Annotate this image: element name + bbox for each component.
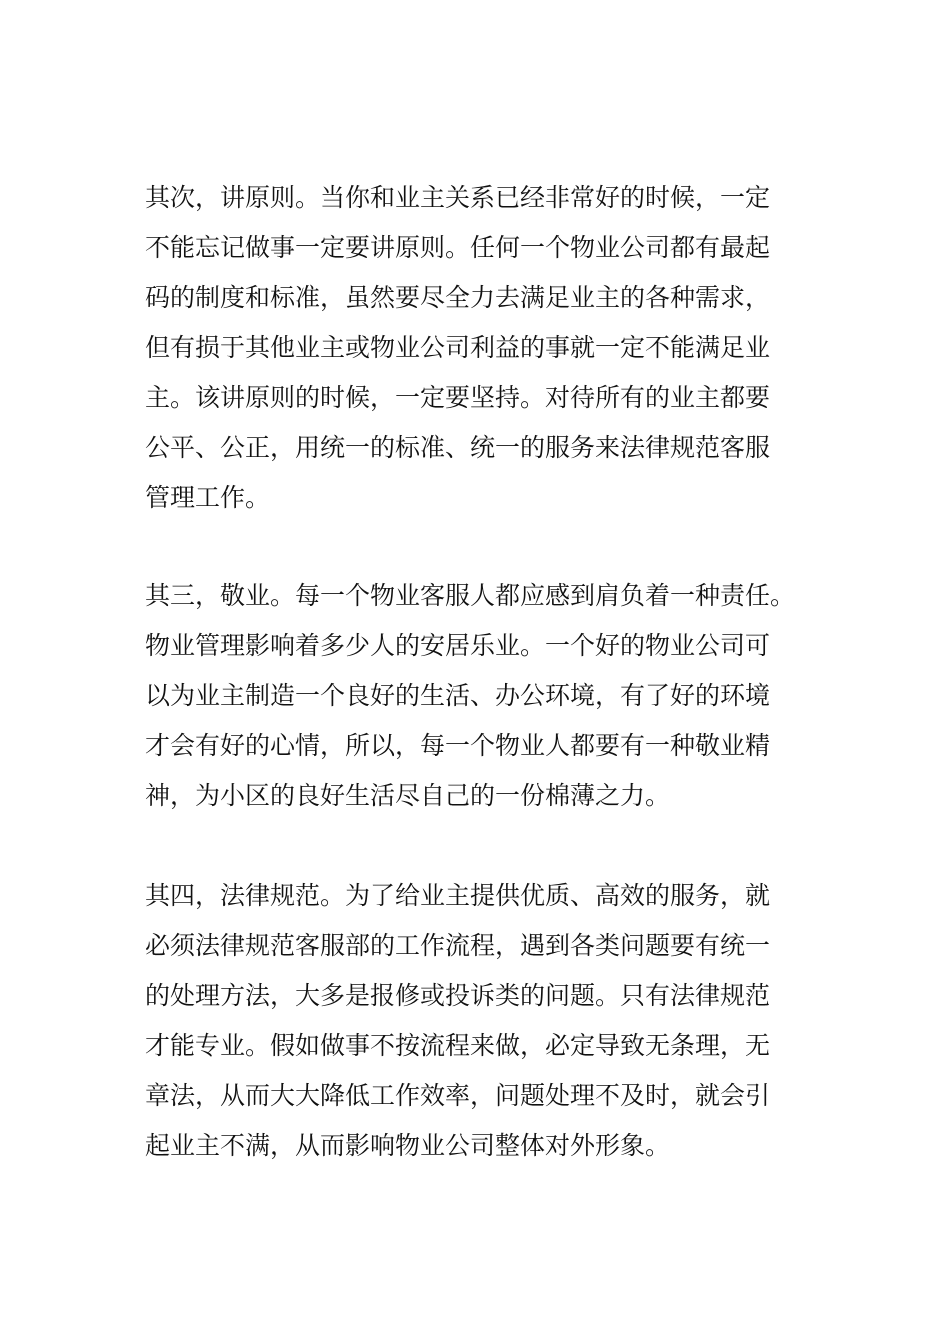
text-line: 公平、公正，用统一的标准、统一的服务来法律规范客服 [145,433,771,462]
paragraph-dedication [145,571,820,821]
text-line: 物业管理影响着多少人的安居乐业。一个好的物业公司可 [145,631,771,660]
text-line: 章法，从而大大降低工作效率，问题处理不及时，就会引 [145,1081,771,1110]
text-line: 必须法律规范客服部的工作流程，遇到各类问题要有统一 [145,931,771,960]
text-line: 其次，讲原则。当你和业主关系已经非常好的时候，一定 [145,183,771,212]
text-line: 神，为小区的良好生活尽自己的一份棉薄之力。 [145,781,671,810]
paragraph-principle [145,173,820,523]
text-line: 码的制度和标准，虽然要尽全力去满足业主的各种需求， [145,283,771,312]
text-line: 不能忘记做事一定要讲原则。任何一个物业公司都有最起 [145,233,771,262]
text-line: 但有损于其他业主或物业公司利益的事就一定不能满足业 [145,333,771,362]
text-line: 起业主不满，从而影响物业公司整体对外形象。 [145,1131,671,1160]
text-line: 主。该讲原则的时候，一定要坚持。对待所有的业主都要 [145,383,771,412]
paragraph-standardization [145,871,820,1171]
text-line: 以为业主制造一个良好的生活、办公环境，有了好的环境 [145,681,771,710]
text-line: 才能专业。假如做事不按流程来做，必定导致无条理，无 [145,1031,771,1060]
text-line: 的处理方法，大多是报修或投诉类的问题。只有法律规范 [145,981,771,1010]
text-line: 其三，敬业。每一个物业客服人都应感到肩负着一种责任。 [145,581,796,610]
text-line: 管理工作。 [145,483,271,512]
text-line: 才会有好的心情，所以，每一个物业人都要有一种敬业精 [145,731,771,760]
text-line: 其四，法律规范。为了给业主提供优质、高效的服务，就 [145,881,771,910]
